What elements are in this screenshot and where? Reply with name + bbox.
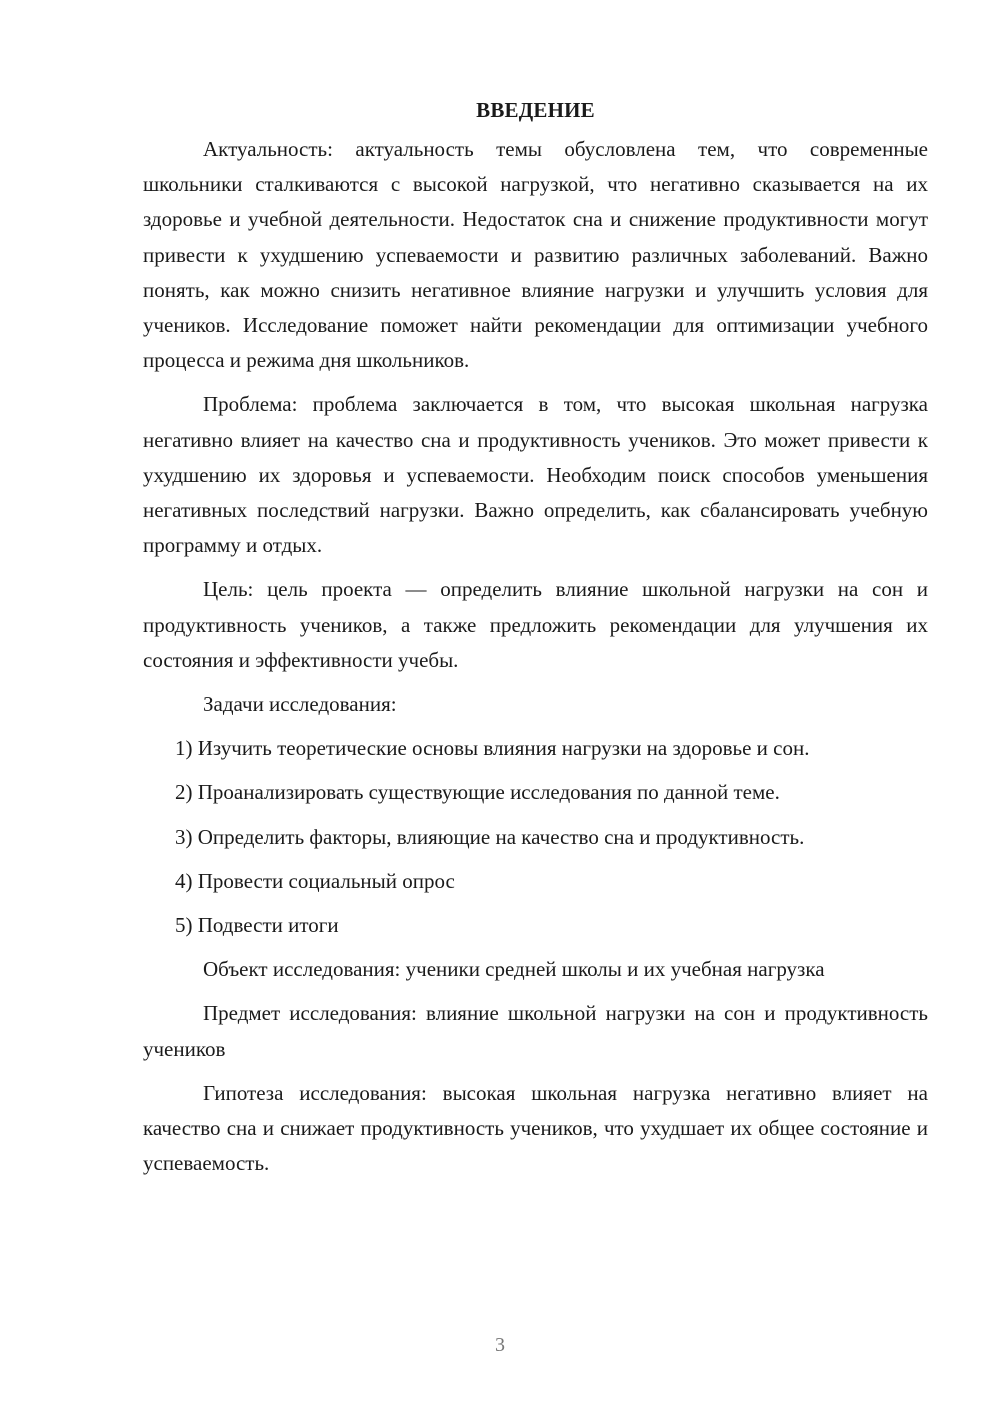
document-page: [143, 95, 928, 1181]
tasks-heading: Задачи исследования:: [203, 692, 397, 717]
page-number: 3: [495, 1334, 505, 1356]
paragraph-hypothesis: Гипотеза исследования: высокая школьная нагрузка негативно влияет на качество сна и снижает продуктивность учеников, что ухудшает их общее состояние и успеваемость.: [143, 1080, 928, 1176]
paragraph-object: Объект исследования: ученики средней школы и их учебная нагрузка: [203, 957, 825, 982]
paragraph-problem: Проблема: проблема заключается в том, что высокая школьная нагрузка негативно влияет на качество сна и продуктивность учеников. Это может привести к ухудшению их здоровья и успеваемости. Необходим поиск способов уменьшения негативных последствий нагрузки. Важно определить, как сбалансировать учебную программу и отдых.: [143, 392, 928, 558]
list-item: 3) Определить факторы, влияющие на качество сна и продуктивность.: [175, 824, 805, 849]
paragraph-relevance: Актуальность: актуальность темы обусловлена тем, что современные школьники сталкиваются с высокой нагрузкой, что негативно сказывается на их здоровье и учебной деятельности. Недостаток сна и снижение продуктивности могут привести к ухудшению успеваемости и развитию различных заболеваний. Важно понять, как можно снизить негативное влияние нагрузки и улучшить условия для учеников. Исследование поможет найти рекомендации для оптимизации учебного процесса и режима дня школьников.: [143, 137, 928, 373]
section-title: ВВЕДЕНИЕ: [476, 98, 595, 122]
list-item: 2) Проанализировать существующие исследования по данной теме.: [175, 780, 780, 805]
paragraph-goal: Цель: цель проекта — определить влияние школьной нагрузки на сон и продуктивность учеников, а также предложить рекомендации для улучшения их состояния и эффективности учебы.: [143, 577, 928, 672]
list-item: 1) Изучить теоретические основы влияния нагрузки на здоровье и сон.: [175, 736, 810, 761]
paragraph-subject: Предмет исследования: влияние школьной нагрузки на сон и продуктивность учеников: [143, 1001, 928, 1061]
list-item: 4) Провести социальный опрос: [175, 868, 455, 893]
tasks-list: [143, 731, 928, 943]
list-item: 5) Подвести итоги: [175, 913, 339, 938]
